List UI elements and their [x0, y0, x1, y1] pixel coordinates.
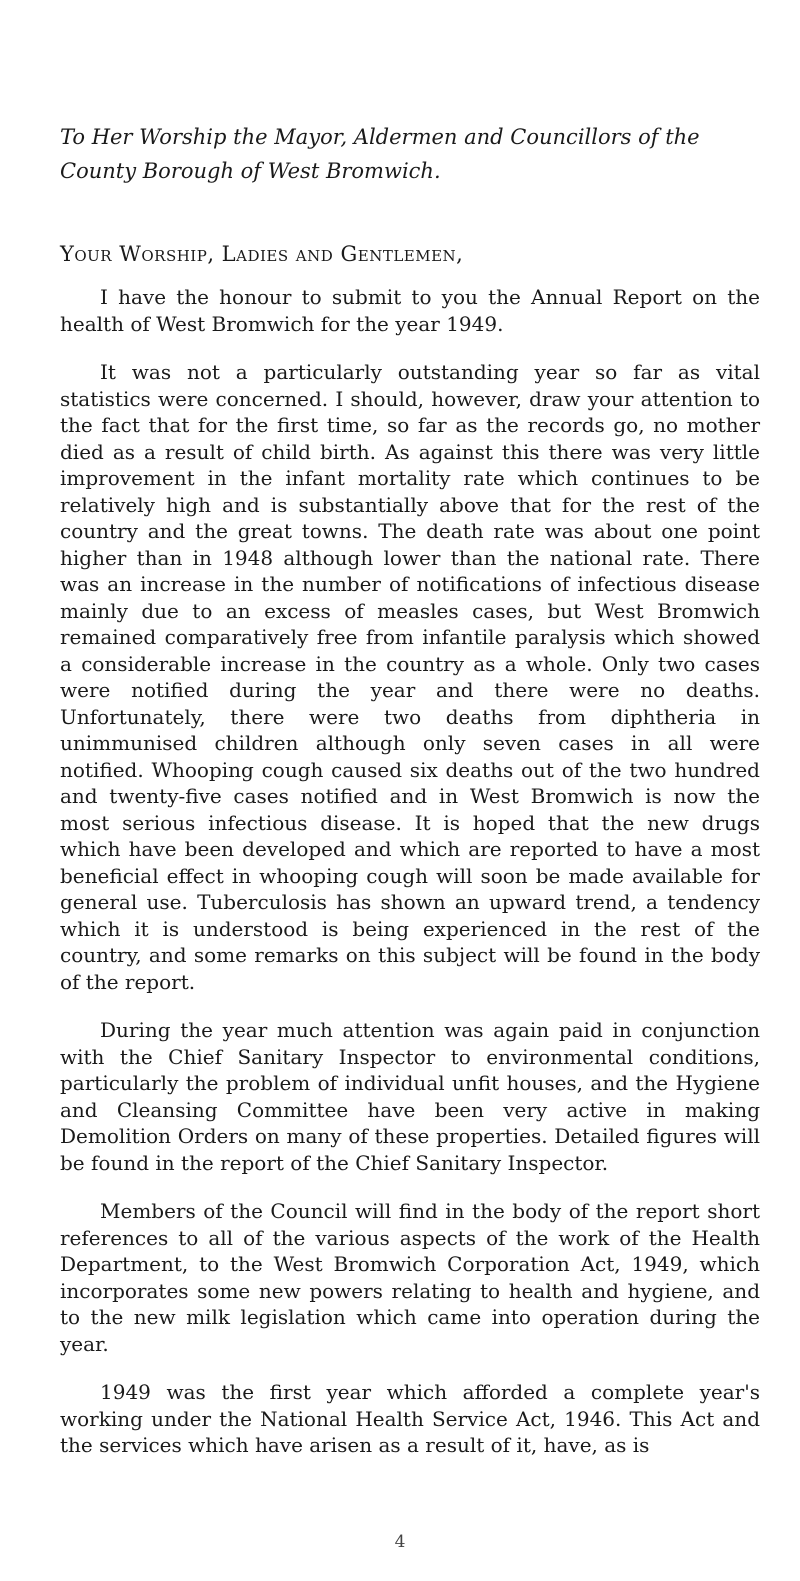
salutation: Your Worship, Ladies and Gentlemen,	[60, 242, 464, 266]
letter-body	[60, 120, 760, 1459]
paragraph-environmental: During the year much attention was again paid in conjunction with the Chief Sanitary Inspector to environmental conditions, particularly the problem of individual unfit houses, and the Hygiene and Cleansing Committee have been very active in making Demolition Orders on many of these properties. Detailed figures will be found in the report of the Chief Sanitary Inspector.	[60, 1018, 760, 1175]
paragraph-council-references: Members of the Council will find in the body of the report short references to all of the various aspects of the work of the Health Department, to the West Bromwich Corporation Act, 1949, which incorporates some new powers relating to health and hygiene, and to the new milk legislation which came into operation during the year.	[60, 1199, 760, 1356]
addressee	[60, 120, 760, 188]
page-number: 4	[394, 1532, 406, 1552]
paragraph-intro: I have the honour to submit to you the Annual Report on the health of West Bromwich for the year 1949.	[60, 285, 760, 336]
paragraph-nhs-act: 1949 was the first year which afforded a complete year's working under the National Health Service Act, 1946. This Act and the services which have arisen as a result of it, have, as is	[60, 1380, 760, 1457]
addressee-line-2: County Borough of West Bromwich.	[60, 159, 441, 183]
addressee-line-1: To Her Worship the Mayor, Aldermen and Councillors of the	[60, 125, 700, 149]
paragraph-vital-statistics: It was not a particularly outstanding year so far as vital statistics were concerned. I should, however, draw your attention to the fact that for the first time, so far as the records go, no mother died as a result of child birth. As against this there was very little improvement in the infant mortality rate which continues to be relatively high and is substantially above that for the rest of the country and the great towns. The death rate was about one point higher than in 1948 although lower than the national rate. There was an increase in the number of notifications of infectious disease mainly due to an excess of measles cases, but West Bromwich remained comparatively free from infantile paralysis which showed a considerable increase in the country as a whole. Only two cases were notified during the year and there were no deaths. Unfortunately, there were two deaths from diphtheria in unimmunised children although only seven cases in all were notified. Whooping cough caused six deaths out of the two hundred and twenty-five cases notified and in West Bromwich is now the most serious infectious disease. It is hoped that the new drugs which have been developed and which are reported to have a most beneficial effect in whooping cough will soon be made available for general use. Tuberculosis has shown an upward trend, a tendency which it is understood is being experienced in the rest of the country, and some remarks on this subject will be found in the body of the report.	[60, 360, 760, 994]
